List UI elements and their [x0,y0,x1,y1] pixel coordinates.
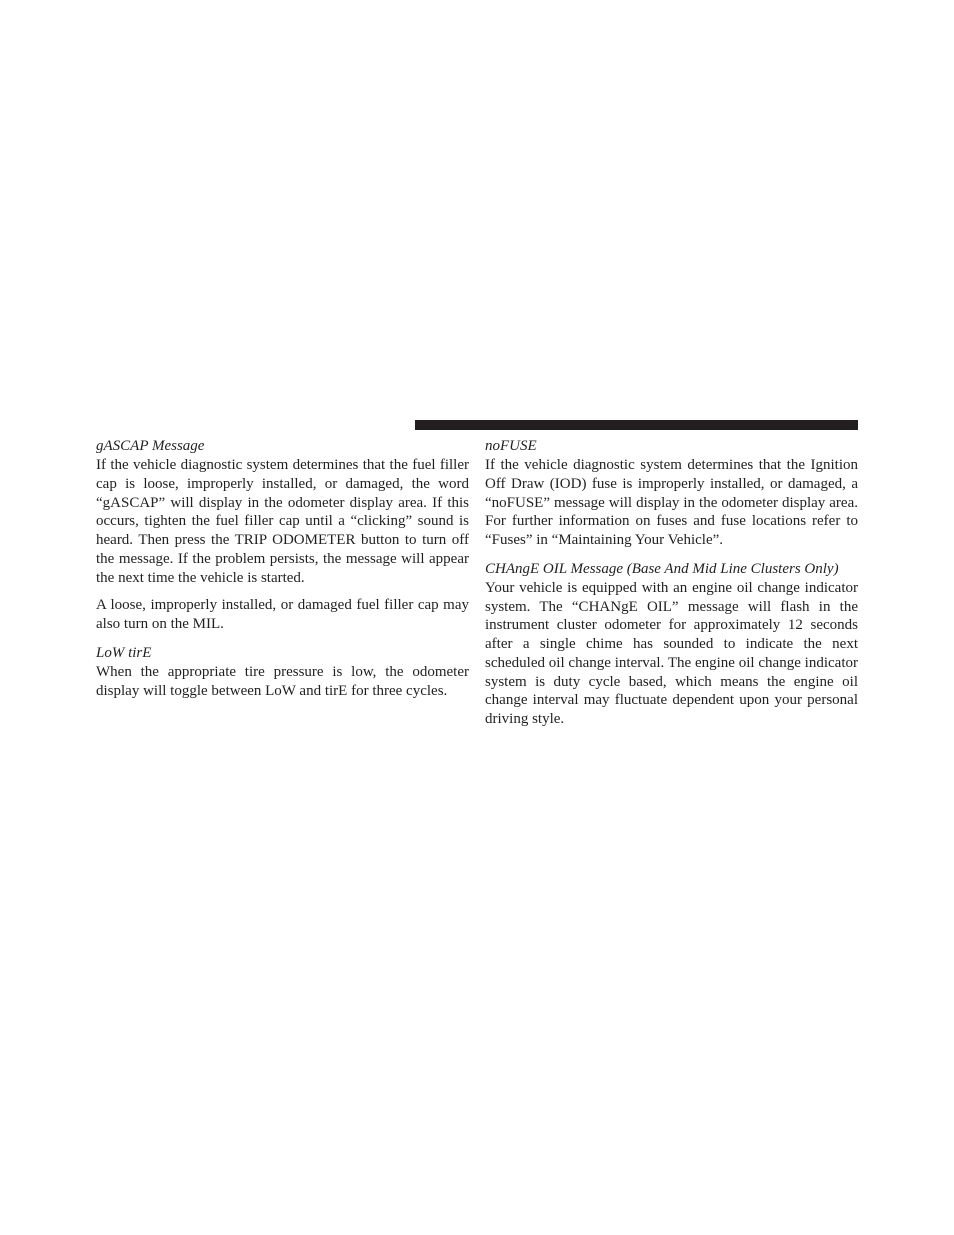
section-gascap [96,437,469,634]
header-rule-bar [415,420,858,430]
section-heading: gASCAP Message [96,438,205,454]
section-heading: CHAngE OIL Message (Base And Mid Line Clusters Only) [485,560,839,577]
section-nofuse [485,437,858,550]
section-heading: noFUSE [485,438,537,454]
section-heading: LoW tirE [96,644,152,661]
body-paragraph: If the vehicle diagnostic system determines that the Ignition Off Draw (IOD) fuse is improperly installed, or damaged, a “noFUSE” message will display in the odometer display area. For further information on fuses and fuse locations refer to “Fuses” in “Maintaining Your Vehicle”. [485,457,858,548]
section-change-oil [485,560,858,729]
body-paragraph: If the vehicle diagnostic system determines that the fuel filler cap is loose, improperly installed, or damaged, the word “gASCAP” will display in the odometer display area. If this occurs, tighten the fuel filler cap until a “clicking” sound is heard. Then press the TRIP ODOMETER button to turn off the message. If the problem persists, the message will appear the next time the vehicle is started. [96,457,469,586]
left-column [96,437,469,710]
body-paragraph: Your vehicle is equipped with an engine oil change indicator system. The “CHANgE OIL” message will flash in the instrument cluster odometer for approximately 12 seconds after a single chime has sounded to indicate the next scheduled oil change interval. The engine oil change indicator system is duty cycle based, which means the engine oil change interval may fluctuate dependent upon your personal driving style. [485,579,858,727]
right-column [485,437,858,739]
body-paragraph: A loose, improperly installed, or damaged fuel filler cap may also turn on the MIL. [96,597,469,632]
section-low-tire [96,644,469,701]
body-paragraph: When the appropriate tire pressure is low, the odometer display will toggle between LoW and tirE for three cycles. [96,663,469,699]
